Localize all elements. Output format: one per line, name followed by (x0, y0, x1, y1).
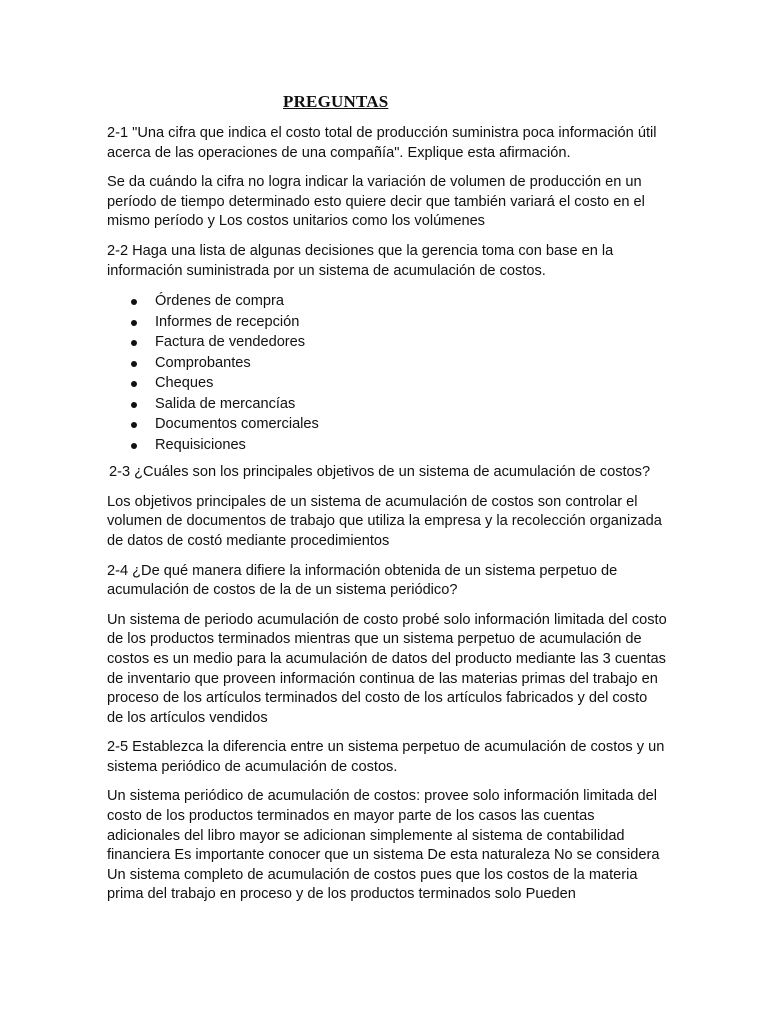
bullet-icon (131, 361, 137, 367)
list-item: Salida de mercancías (107, 394, 667, 415)
bullet-icon (131, 402, 137, 408)
list-item: Documentos comerciales (107, 414, 667, 435)
bullet-icon (131, 299, 137, 305)
list-item: Órdenes de compra (107, 291, 667, 312)
question-2-1: 2-1 "Una cifra que indica el costo total de producción suministra poca información útil acerca de las operaciones de una compañía". Explique esta afirmación. (107, 125, 657, 161)
question-2-5: 2-5 Establezca la diferencia entre un sistema perpetuo de acumulación de costos y un sistema periódico de acumulación de costos. (107, 739, 665, 775)
answer-2-3: Los objetivos principales de un sistema de acumulación de costos son controlar el volumen de documentos de trabajo que utiliza la empresa y la recolección organizada de datos de costó mediante procedimientos (107, 493, 662, 549)
decisions-list (107, 291, 667, 455)
answer-2-1: Se da cuándo la cifra no logra indicar la variación de volumen de producción en un período de tiempo determinado esto quiere decir que también variará el costo en el mismo período y Los costos unitarios como los volúmenes (107, 174, 645, 230)
list-item: Informes de recepción (107, 312, 667, 333)
bullet-icon (131, 340, 137, 346)
answer-2-4: Un sistema de periodo acumulación de costo probé solo información limitada del costo de los productos terminados mientras que un sistema perpetuo de acumulación de costos es un medio para la acumulación de datos del producto mediante las 3 cuentas de inventario que proveen información continua de las materias primas del trabajo en proceso de los artículos terminados del costo de los artículos fabricados y del costo de los artículos vendidos (107, 611, 667, 726)
list-item: Cheques (107, 373, 667, 394)
question-2-4: 2-4 ¿De qué manera difiere la información obtenida de un sistema perpetuo de acumulación de costos de la de un sistema periódico? (107, 562, 618, 599)
bullet-icon (131, 320, 137, 326)
list-item: Requisiciones (107, 435, 667, 456)
list-item: Factura de vendedores (107, 332, 667, 353)
answer-2-5: Un sistema periódico de acumulación de costos: provee solo información limitada del costo de los productos terminados en mayor parte de los casos las cuentas adicionales del libro mayor se adicionan simplemente al sistema de contabilidad financiera Es importante conocer que un sistema De esta naturaleza No se considera Un sistema completo de acumulación de costos pues que los costos de la materia prima del trabajo en proceso y de los productos terminados solo Pueden (107, 788, 660, 903)
list-item: Comprobantes (107, 353, 667, 374)
question-2-2: 2-2 Haga una lista de algunas decisiones que la gerencia toma con base en la información suministrada por un sistema de acumulación de costos. (107, 242, 614, 279)
bullet-icon (131, 422, 137, 428)
bullet-icon (131, 443, 137, 449)
question-2-3: 2-3 ¿Cuáles son los principales objetivos de un sistema de acumulación de costos? (109, 464, 651, 481)
bullet-icon (131, 381, 137, 387)
document-title: PREGUNTAS (283, 92, 389, 111)
document-body (107, 124, 667, 915)
